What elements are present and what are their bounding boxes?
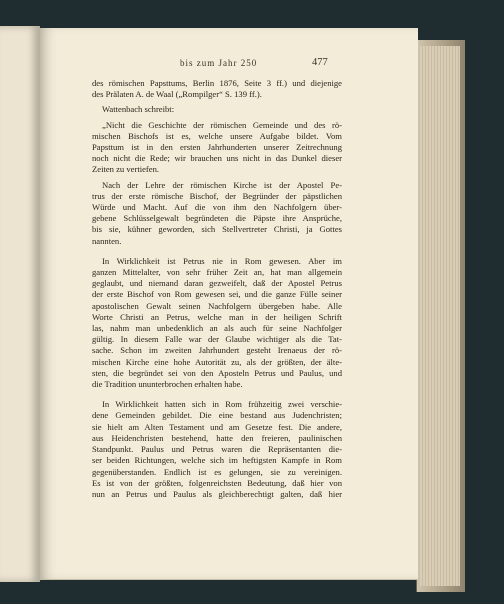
text-line: Papsttum ist in den ersten Jahrhunderten unserer Zeitrechnung — [92, 142, 342, 153]
text-line: gültig. In diesem Falle war der Glaube wichtiger als die Tat- — [92, 334, 342, 345]
text-line: noch nicht die Rede; wir brauchen uns nicht in das Dunkel dieser — [92, 153, 342, 164]
text-line: Worte Christi an Petrus, welche man in der heiligen Schrift — [92, 311, 342, 322]
text-line: nannten. — [92, 235, 122, 246]
text-line: Standpunkt. Paulus und Petrus waren die Repräsentanten die- — [92, 444, 342, 455]
text-line: aus Heidenchristen bestehend, hatte den freieren, paulinischen — [92, 432, 342, 443]
paragraph-2 — [92, 104, 342, 115]
paragraph-4 — [92, 180, 342, 247]
text-line: las, nahm man unbedenklich an als auch für seine Nachfolger — [92, 323, 342, 334]
text-line: „Nicht die Geschichte der römischen Gemeinde und des rö- — [102, 119, 342, 130]
text-line: Zeiten zu vertiefen. — [92, 164, 160, 175]
text-line: bis sie, kühner geworden, sich Stellvertreter Christi, ja Gottes — [92, 224, 342, 235]
text-line: geglaubt, und niemand daran gezweifelt, daß der Apostel Petrus — [92, 278, 342, 289]
text-line: der erste Bischof von Rom gewesen sei, und die ganze Fülle seiner — [92, 289, 342, 300]
page-number: 477 — [312, 57, 328, 68]
paragraph-5 — [92, 256, 342, 390]
text-line: nun an Petrus und Paulus als gleichberechtigt galten, daß hier — [92, 488, 342, 499]
text-line: sten, die begründet sei von den Aposteln Petrus und Paulus, und — [92, 367, 342, 378]
text-line: apostolischen Gewalt seinen Nachfolgern übergeben habe. Alle — [92, 300, 342, 311]
text-line: Nach der Lehre der römischen Kirche ist der Apostel Pe- — [102, 179, 342, 190]
running-head: bis zum Jahr 250 — [180, 58, 258, 68]
text-line: ganzen Mittelalter, von sehr früher Zeit an, hat man allgemein — [92, 267, 342, 278]
text-line: ser beiden Richtungen, welche sich im heftigsten Kampfe in Rom — [92, 455, 342, 466]
text-line: sache. Schon im zweiten Jahrhundert gesteht Irenaeus der rö- — [92, 345, 342, 356]
text-line: Wattenbach schreibt: — [102, 104, 175, 115]
paragraph-1 — [92, 78, 342, 100]
text-line: gegenüberstanden. Endlich ist es gelungen, sie zu vereinigen. — [92, 466, 342, 477]
text-line: des römischen Papsttums, Berlin 1876, Seite 3 ff.) und diejenige — [92, 78, 342, 88]
body-text — [92, 78, 342, 500]
text-line: Es ist von der größten, folgenreichsten Bedeutung, daß hier von — [92, 477, 342, 488]
text-line: In Wirklichkeit ist Petrus nie in Rom gewesen. Aber im — [102, 255, 342, 266]
text-line: mischen Kirche eine hohe Autorität zu, als der größten, der älte- — [92, 356, 342, 367]
left-page-edge — [0, 26, 40, 582]
quote-paragraph — [92, 120, 342, 176]
text-line: In Wirklichkeit hatten sich in Rom frühzeitig zwei verschie- — [102, 399, 342, 410]
text-line: gebene Schlüsselgewalt begründeten die Päpste ihre Ansprüche, — [92, 213, 342, 224]
text-line: die Tradition ununterbrochen erhalten habe. — [92, 379, 243, 390]
text-line: mischen Bischofs ist es, welche unsere Aufgabe bildet. Vom — [92, 130, 342, 141]
text-line: sie hielt am Alten Testament und am Gesetze fest. Die andere, — [92, 421, 342, 432]
text-line: trus der erste römische Bischof, der Begründer der päpstlichen — [92, 190, 342, 201]
text-line: dene Gemeinden gebildet. Die eine bestand aus Judenchristen; — [92, 410, 342, 421]
paragraph-6 — [92, 399, 342, 500]
page-header — [92, 58, 342, 72]
text-line: Würde und Macht. Auf die von ihm den Nachfolgern über- — [92, 202, 342, 213]
page-block-edge — [420, 46, 460, 586]
text-line: des Prälaten A. de Waal („Rompilger“ S. 139 ff.). — [92, 89, 262, 100]
